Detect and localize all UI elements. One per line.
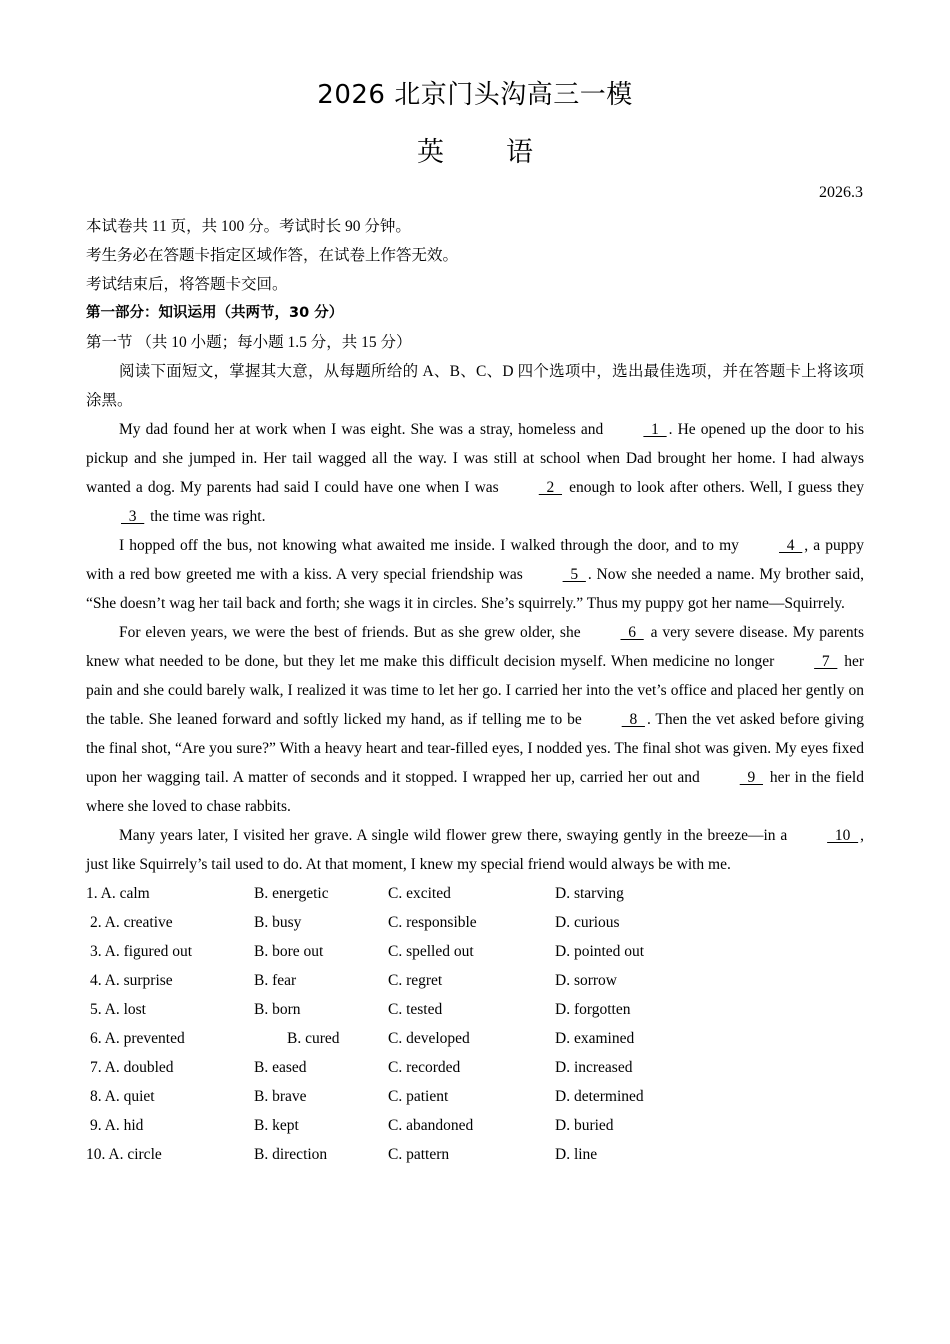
option-c: C. tested	[388, 1001, 443, 1018]
option-row-2	[86, 908, 864, 937]
option-row-3	[86, 937, 864, 966]
instruction-answer-card: 考生务必在答题卡指定区域作答，在试卷上作答无效。	[86, 247, 459, 264]
blank-3: 3	[121, 508, 145, 525]
option-a: 6. A. prevented	[90, 1030, 185, 1047]
option-c: C. abandoned	[388, 1117, 474, 1134]
option-c: C. pattern	[388, 1146, 450, 1163]
blank-8: 8	[621, 711, 645, 728]
option-d: D. increased	[555, 1059, 633, 1076]
blank-1: 1	[643, 421, 667, 438]
option-c: C. developed	[388, 1030, 470, 1047]
option-row-4	[86, 966, 864, 995]
option-a: 10. A. circle	[86, 1146, 162, 1163]
option-d: D. pointed out	[555, 943, 645, 960]
option-d: D. curious	[555, 914, 620, 931]
option-d: D. buried	[555, 1117, 614, 1134]
blank-6: 6	[620, 624, 644, 641]
option-c: C. responsible	[388, 914, 477, 931]
exam-date: 2026.3	[819, 184, 863, 201]
option-b: B. direction	[254, 1146, 328, 1163]
passage-text: enough to look after others. Well, I guess they	[564, 479, 864, 496]
option-a: 9. A. hid	[90, 1117, 144, 1134]
option-a: 7. A. doubled	[90, 1059, 174, 1076]
passage-text: I hopped off the bus, not knowing what awaited me inside. I walked through the door, and to my	[119, 537, 745, 554]
passage-paragraph-3	[86, 618, 864, 821]
option-c: C. excited	[388, 885, 451, 902]
option-b: B. born	[254, 1001, 301, 1018]
option-a: 4. A. surprise	[90, 972, 173, 989]
option-b: B. bore out	[254, 943, 324, 960]
options-table	[86, 879, 864, 1169]
option-b: B. cured	[287, 1030, 340, 1047]
option-row-7	[86, 1053, 864, 1082]
option-d: D. determined	[555, 1088, 644, 1105]
option-b: B. busy	[254, 914, 302, 931]
passage-paragraph-1	[86, 415, 864, 531]
subject-title	[0, 130, 950, 169]
option-d: D. forgotten	[555, 1001, 631, 1018]
option-a: 2. A. creative	[90, 914, 173, 931]
subject-char-1: 英	[417, 137, 444, 168]
option-b: B. eased	[254, 1059, 307, 1076]
option-row-1	[86, 879, 864, 908]
option-row-6	[86, 1024, 864, 1053]
section1-heading: 第一节 （共 10 小题；每小题 1.5 分，共 15 分）	[86, 334, 412, 351]
passage-text: a very severe disease. My parents knew what needed to be done, but they let me make this difficult decision myself. When medicine no longer	[86, 624, 864, 670]
option-a: 3. A. figured out	[90, 943, 193, 960]
passage-text: . He opened up the door to his pickup and she jumped in. Her tail wagged all the way. I was still at school when Dad brought her home. I had always wanted a dog. My parents had said I could have one when I was	[86, 421, 864, 496]
passage-text: . Then the vet asked before giving the final shot, “Are you sure?” With a heavy heart and tear-filled eyes, I nodded yes. The final shot was given. My eyes fixed upon her wagging tail. A matter of seconds and it stopped. I wrapped her up, carried her out and	[86, 711, 864, 786]
exam-title: 2026 北京门头沟高三一模	[317, 80, 633, 110]
part1-heading: 第一部分：知识运用（共两节，30 分）	[86, 305, 344, 321]
passage-text: the time was right.	[146, 508, 266, 525]
option-d: D. starving	[555, 885, 624, 902]
option-a: 8. A. quiet	[90, 1088, 155, 1105]
instruction-submit: 考试结束后，将答题卡交回。	[86, 276, 288, 293]
passage-paragraph-4	[86, 821, 864, 879]
option-c: C. recorded	[388, 1059, 461, 1076]
option-row-8	[86, 1082, 864, 1111]
option-b: B. fear	[254, 972, 297, 989]
passage-text: , just like Squirrely’s tail used to do. At that moment, I knew my special friend would always be with me.	[86, 827, 864, 873]
blank-5: 5	[562, 566, 586, 583]
subject-char-2: 语	[506, 137, 533, 168]
instruction-pages: 本试卷共 11 页，共 100 分。考试时长 90 分钟。	[86, 218, 411, 235]
passage-text: her pain and she could barely walk, I realized it was time to let her go. I carried her into the vet’s office and placed her gently on the table. She leaned forward and softly licked my hand, as if telling me to be	[86, 653, 864, 728]
option-c: C. spelled out	[388, 943, 474, 960]
option-b: B. brave	[254, 1088, 307, 1105]
option-b: B. kept	[254, 1117, 299, 1134]
directions: 阅读下面短文，掌握其大意，从每题所给的 A、B、C、D 四个选项中，选出最佳选项，并在答题卡上将该项涂黑。	[86, 363, 864, 409]
option-row-9	[86, 1111, 864, 1140]
passage-text: Many years later, I visited her grave. A single wild flower grew there, swaying gently in the breeze—in a	[119, 827, 793, 844]
blank-4: 4	[779, 537, 803, 554]
option-b: B. energetic	[254, 885, 329, 902]
option-row-10	[86, 1140, 864, 1169]
blank-10: 10	[827, 827, 859, 844]
option-c: C. patient	[388, 1088, 449, 1105]
passage-text: . Now she needed a name. My brother said, “She doesn’t wag her tail back and forth; she wags it in circles. She’s squirrely.” Thus my puppy got her name—Squirrely.	[86, 566, 864, 612]
exam-body	[86, 212, 864, 1169]
option-row-5	[86, 995, 864, 1024]
passage-text: For eleven years, we were the best of friends. But as she grew older, she	[119, 624, 586, 641]
passage-text: her in the field where she loved to chase rabbits.	[86, 769, 864, 815]
option-c: C. regret	[388, 972, 443, 989]
option-a: 5. A. lost	[90, 1001, 146, 1018]
passage-text: My dad found her at work when I was eight. She was a stray, homeless and	[119, 421, 609, 438]
option-a: 1. A. calm	[86, 885, 150, 902]
blank-9: 9	[739, 769, 763, 786]
option-d: D. sorrow	[555, 972, 617, 989]
option-d: D. examined	[555, 1030, 635, 1047]
passage-text: , a puppy with a red bow greeted me with a kiss. A very special friendship was	[86, 537, 864, 583]
blank-2: 2	[538, 479, 563, 496]
option-d: D. line	[555, 1146, 598, 1163]
passage-paragraph-2	[86, 531, 864, 618]
blank-7: 7	[814, 653, 838, 670]
